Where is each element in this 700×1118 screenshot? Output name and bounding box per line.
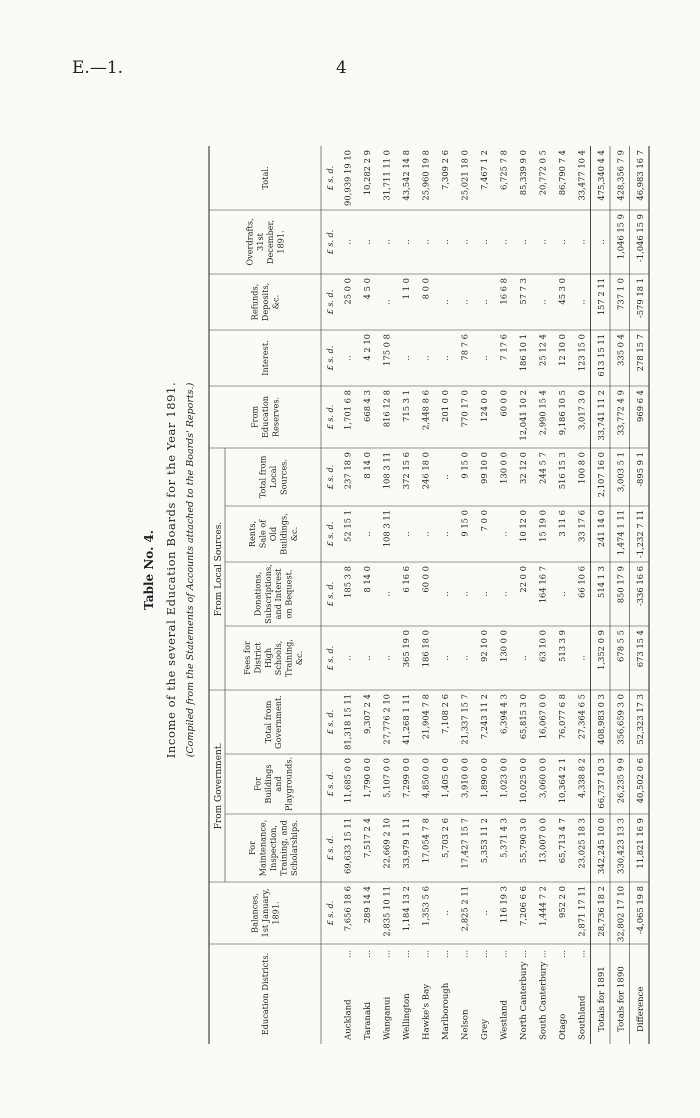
table-cell: 356,659 3 0 (615, 694, 626, 745)
table-cell: 130 0 0 (498, 630, 509, 662)
units-label: £ s. d. (326, 581, 335, 607)
table-cell: 7,656 18 6 (342, 886, 353, 932)
table-cell: 78 7 6 (459, 334, 470, 361)
table-cell: 1,046 15 9 (615, 214, 626, 260)
table-cell: 65,713 4 7 (556, 818, 567, 864)
table-cell: 335 0 4 (615, 334, 626, 366)
table-cell: .. (381, 299, 392, 305)
district-name: Totals for 1891 (596, 966, 607, 1032)
table-cell: 7 17 6 (498, 334, 509, 361)
table-cell: 69,633 15 11 (342, 818, 353, 874)
table-cell: .. (537, 239, 548, 245)
table-cell: 7,517 2 4 (361, 818, 372, 858)
table-cell: 55,790 3 0 (517, 818, 528, 864)
column-header: Education Districts. (260, 952, 270, 1036)
table-cell: 12,041 10 2 (517, 390, 528, 441)
table-cell: 10,364 2 1 (556, 758, 567, 804)
table-cell: .. (361, 531, 372, 537)
district-name: Wanganui (382, 996, 393, 1040)
column-header: Fees forDistrictHighSchools,Training,&c. (242, 639, 304, 677)
table-cell: .. (439, 474, 450, 480)
table-cell: .. (381, 655, 392, 661)
table-cell: .. (556, 239, 567, 245)
table-cell: 15 19 0 (537, 510, 548, 542)
column-header: Balances,1st January,1891. (249, 888, 281, 938)
table-cell: .. (517, 655, 528, 661)
table-cell: 514 1 3 (595, 566, 606, 598)
table-cell: -1,046 15 9 (634, 214, 645, 263)
table-cell: 1,023 0 0 (498, 758, 509, 798)
table-cell: 613 15 11 (595, 334, 606, 377)
table-cell: 123 15 0 (576, 334, 587, 372)
table-cell: 52,323 17 3 (634, 694, 645, 745)
leader-dots: ... (499, 950, 509, 958)
units-label: £ s. d. (326, 771, 335, 797)
district-name: Taranaki (362, 1001, 373, 1040)
table-cell: 32,802 17 10 (615, 886, 626, 942)
table-cell: 66 10 6 (576, 566, 587, 598)
table-cell: 4,850 0 0 (420, 758, 431, 798)
table-cell: 5,107 0 0 (381, 758, 392, 798)
table-cell: 372 15 6 (400, 452, 411, 490)
table-cell: 108 3 11 (381, 510, 392, 548)
table-cell: .. (498, 239, 509, 245)
table-cell: 816 12 8 (381, 390, 392, 428)
table-cell: 25,960 19 8 (420, 150, 431, 201)
table-cell: 10,025 0 0 (517, 758, 528, 804)
table-cell: 678 5 5 (615, 630, 626, 662)
table-cell: 1,352 0 9 (595, 630, 606, 670)
table-cell: 46,983 16 7 (634, 150, 645, 201)
table-cell: .. (478, 355, 489, 361)
table-cell: 201 0 0 (439, 390, 450, 422)
leader-dots: ... (557, 950, 567, 958)
table-cell: 737 1 0 (615, 278, 626, 310)
leader-dots: ... (362, 950, 372, 958)
table-cell: -336 16 6 (634, 566, 645, 607)
column-header: Rents,Sale ofOldBuildings,&c. (247, 513, 299, 555)
table-cell: 2,835 10 11 (381, 886, 392, 937)
district-name: Totals for 1890 (616, 966, 627, 1032)
table-cell: 475,340 4 4 (595, 150, 606, 201)
table-cell: .. (556, 591, 567, 597)
table-cell: 60 0 0 (498, 390, 509, 417)
leader-dots: ... (421, 950, 431, 958)
table-cell: 1,405 0 0 (439, 758, 450, 798)
leader-dots: ... (460, 950, 470, 958)
table-cell: 33,477 10 4 (576, 150, 587, 201)
table-cell: .. (478, 910, 489, 916)
table-cell: .. (420, 531, 431, 537)
district-name: Southland (577, 995, 588, 1040)
table-cell: 2,871 17 11 (576, 886, 587, 937)
table-cell: 26,235 9 9 (615, 758, 626, 804)
district-name: Difference (635, 986, 646, 1032)
table-cell: .. (342, 239, 353, 245)
column-header: Total fromLocalSources. (257, 455, 289, 499)
table-cell: 186 18 0 (420, 630, 431, 668)
table-cell: 1,474 1 11 (615, 510, 626, 556)
table-cell: .. (478, 299, 489, 305)
table-cell: 164 16 7 (537, 566, 548, 604)
table-cell: .. (576, 655, 587, 661)
table-cell: 2,448 8 6 (420, 390, 431, 430)
table-cell: .. (400, 531, 411, 537)
table-cell: 108 3 11 (381, 452, 392, 490)
table-cell: 1,701 6 8 (342, 390, 353, 430)
table-cell: 4 5 0 (361, 278, 372, 300)
table-cell: .. (439, 655, 450, 661)
district-name: Otago (557, 1013, 568, 1040)
table-cell: 7,467 1 2 (478, 150, 489, 190)
table-cell: 241 14 0 (595, 510, 606, 548)
column-header: Interest. (260, 340, 270, 376)
table-cell: 673 15 4 (634, 630, 645, 668)
district-name: Hawke's Bay (421, 983, 432, 1040)
column-header: Overdrafts,31stDecember,1891. (244, 218, 286, 266)
table-cell: 21,337 15 7 (459, 694, 470, 745)
leader-dots: ... (518, 950, 528, 958)
units-label: £ s. d. (326, 900, 335, 926)
table-cell: 99 10 0 (478, 452, 489, 484)
table-cell: 16,067 0 0 (537, 694, 548, 740)
page-number: 4 (336, 58, 347, 78)
table-cell: .. (537, 299, 548, 305)
table-cell: .. (439, 239, 450, 245)
table-cell: 237 18 9 (342, 452, 353, 490)
table-cell: 25,021 18 0 (459, 150, 470, 201)
table-cell: 9,307 2 4 (361, 694, 372, 734)
table-cell: 770 17 0 (459, 390, 470, 428)
units-label: £ s. d. (326, 345, 335, 371)
table-cell: 3,003 5 1 (615, 452, 626, 492)
table-cell: 7,299 0 0 (400, 758, 411, 798)
table-cell: 65,815 3 0 (517, 694, 528, 740)
column-header: Donations,Subscriptions,and Intereston Bequest. (252, 564, 294, 624)
table-cell: .. (498, 591, 509, 597)
group-header-government: From Government. (214, 742, 224, 830)
table-cell: 185 3 8 (342, 566, 353, 598)
units-label: £ s. d. (326, 404, 335, 430)
table-cell: .. (459, 591, 470, 597)
table-cell: 1,890 0 0 (478, 758, 489, 798)
table-cell: 100 8 0 (576, 452, 587, 484)
table-cell: 10 12 0 (517, 510, 528, 542)
table-cell: 76,077 6 8 (556, 694, 567, 740)
table-cell: 124 0 0 (478, 390, 489, 422)
table-cell: 7,309 2 6 (439, 150, 450, 190)
district-name: North Canterbury (518, 961, 529, 1040)
table-cell: 5,353 11 2 (478, 818, 489, 864)
table-cell: 57 7 3 (517, 278, 528, 305)
table-cell: .. (439, 355, 450, 361)
table-cell: 408,983 0 3 (595, 694, 606, 745)
district-name: South Canterbury (538, 961, 549, 1040)
table-cell: 12 10 0 (556, 334, 567, 366)
table-cell: 22 0 0 (517, 566, 528, 593)
table-cell: 41,268 1 11 (400, 694, 411, 745)
leader-dots: ... (577, 950, 587, 958)
leader-dots: ... (440, 950, 450, 958)
table-cell: 715 3 1 (400, 390, 411, 422)
table-cell: 10,282 2 9 (361, 150, 372, 196)
table-cell: 45 3 0 (556, 278, 567, 305)
table-cell: 16 6 8 (498, 278, 509, 305)
table-cell: 668 4 3 (361, 390, 372, 422)
table-cell: 2,990 15 4 (537, 390, 548, 436)
table-cell: 428,356 7 9 (615, 150, 626, 201)
table-cell: 33 17 6 (576, 510, 587, 542)
district-name: Wellington (401, 993, 412, 1040)
table-cell: 513 3 9 (556, 630, 567, 662)
table-cell: .. (478, 591, 489, 597)
table-cell: 32 12 0 (517, 452, 528, 484)
table-cell: .. (459, 299, 470, 305)
units-label: £ s. d. (326, 229, 335, 255)
table-cell: 952 2 0 (556, 886, 567, 918)
table-cell: 365 19 0 (400, 630, 411, 668)
column-header: Total. (260, 166, 270, 190)
table-cell: 7,108 2 6 (439, 694, 450, 734)
table-cell: 6,725 7 8 (498, 150, 509, 190)
table-cell: 3 11 6 (556, 510, 567, 537)
table-cell: 7,243 11 2 (478, 694, 489, 740)
table-cell: 1 1 0 (400, 278, 411, 300)
page-ref: E.—1. (72, 58, 124, 78)
units-label: £ s. d. (326, 464, 335, 490)
table-cell: 3,017 3 0 (576, 390, 587, 430)
district-name: Nelson (460, 1009, 471, 1040)
table-cell: 3,060 0 0 (537, 758, 548, 798)
table-cell: 278 15 7 (634, 334, 645, 372)
table-cell: 1,444 7 2 (537, 886, 548, 926)
table-cell: 116 19 3 (498, 886, 509, 924)
table-cell: 130 0 0 (498, 452, 509, 484)
table-cell: 516 15 3 (556, 452, 567, 490)
units-label: £ s. d. (326, 709, 335, 735)
table-cell: 4 2 10 (361, 334, 372, 361)
table-cell: 13,007 0 0 (537, 818, 548, 864)
leader-dots: ... (479, 950, 489, 958)
table-cell: .. (439, 299, 450, 305)
district-name: Auckland (343, 999, 354, 1040)
column-header: FromEducationReserves. (249, 395, 281, 439)
district-name: Grey (479, 1019, 490, 1040)
table-cell: 342,245 10 0 (595, 818, 606, 874)
table-cell: 21,904 7 8 (420, 694, 431, 740)
table-cell: .. (459, 655, 470, 661)
units-label: £ s. d. (326, 645, 335, 671)
table-cell: 27,364 6 5 (576, 694, 587, 740)
table-cell: 2,107 16 0 (595, 452, 606, 498)
units-label: £ s. d. (326, 165, 335, 191)
table-cell: 246 18 0 (420, 452, 431, 490)
table-cell: 33,772 4 9 (615, 390, 626, 436)
table-cell: 2,825 2 11 (459, 886, 470, 932)
table-cell: .. (342, 655, 353, 661)
table-cell: 31,711 11 0 (381, 150, 392, 201)
table-cell: 175 0 8 (381, 334, 392, 366)
table-cell: .. (342, 355, 353, 361)
table-cell: 6,394 4 3 (498, 694, 509, 734)
table-cell: -4,065 19 8 (634, 886, 645, 935)
leader-dots: ... (343, 950, 353, 958)
table-cell: 52 15 1 (342, 510, 353, 542)
table-cell: .. (595, 239, 606, 245)
district-name: Marlborough (440, 982, 451, 1040)
table-cell: 5,703 2 6 (439, 818, 450, 858)
table-cell: 81,318 15 11 (342, 694, 353, 750)
table-cell: .. (439, 531, 450, 537)
table-cell: .. (478, 239, 489, 245)
table-cell: .. (420, 355, 431, 361)
table-cell: 244 5 7 (537, 452, 548, 484)
table-cell: .. (439, 591, 450, 597)
table-cell: 969 6 4 (634, 390, 645, 422)
table-cell: 43,542 14 8 (400, 150, 411, 201)
table-cell: 22,669 2 10 (381, 818, 392, 869)
column-header: ForMaintenance,Inspection,Training, andScholarships. (247, 819, 299, 877)
table-cell: -895 9 1 (634, 452, 645, 487)
table-cell: -1,232 7 11 (634, 510, 645, 559)
column-header: ForBuildingsandPlaygrounds. (252, 756, 294, 812)
units-label: £ s. d. (326, 835, 335, 861)
table-cell: 33,979 1 11 (400, 818, 411, 869)
table-cell: 3,910 0 0 (459, 758, 470, 798)
table-cell: 40,502 0 6 (634, 758, 645, 804)
table-title: Income of the several Education Boards for the Year 1891. (164, 381, 178, 759)
leader-dots: ... (538, 950, 548, 958)
table-cell: 7,206 6 6 (517, 886, 528, 926)
table-number: Table No. 4. (142, 530, 156, 610)
table-cell: 850 17 9 (615, 566, 626, 604)
table-cell: 66,737 10 3 (595, 758, 606, 809)
table-cell: 23,025 18 3 (576, 818, 587, 869)
table-cell: 8 14 0 (361, 452, 372, 479)
table-cell: .. (576, 299, 587, 305)
table-cell: .. (361, 239, 372, 245)
table-root (142, 146, 649, 1044)
district-name: Westland (499, 1000, 510, 1040)
table-cell: 63 10 0 (537, 630, 548, 662)
table-cell: 25 12 4 (537, 334, 548, 366)
table-cell: .. (361, 655, 372, 661)
table-cell: 17,427 15 7 (459, 818, 470, 869)
table-cell: .. (381, 239, 392, 245)
table-cell: 1,790 0 0 (361, 758, 372, 798)
table-cell: 25 0 0 (342, 278, 353, 305)
table-cell: 8 14 0 (361, 566, 372, 593)
leader-dots: ... (401, 950, 411, 958)
table-cell: 33,741 11 2 (595, 390, 606, 441)
table-cell: 9 15 0 (459, 510, 470, 537)
table-cell: 9,186 10 5 (556, 390, 567, 436)
table-cell: .. (381, 591, 392, 597)
table-cell: 85,339 9 0 (517, 150, 528, 196)
table-cell: .. (420, 239, 431, 245)
table-cell: 20,772 0 5 (537, 150, 548, 196)
table-subtitle: (Compiled from the Statements of Accounts attached to the Boards' Reports.) (185, 382, 196, 758)
table-cell: .. (498, 531, 509, 537)
table-cell: 28,736 18 2 (595, 886, 606, 937)
leader-dots: ... (382, 950, 392, 958)
table-cell: 60 0 0 (420, 566, 431, 593)
table-cell: 4,338 8 2 (576, 758, 587, 798)
table-cell: 157 2 11 (595, 278, 606, 316)
units-label: £ s. d. (326, 521, 335, 547)
table-cell: 6 16 6 (400, 566, 411, 593)
column-header: Total fromGovernment. (262, 695, 284, 749)
table-cell: 8 0 0 (420, 278, 431, 300)
table-cell: 11,685 0 0 (342, 758, 353, 804)
table-cell: .. (400, 239, 411, 245)
table-cell: 1,184 13 2 (400, 886, 411, 932)
table-cell: 11,821 16 9 (634, 818, 645, 869)
table-cell: 5,371 4 3 (498, 818, 509, 858)
table-cell: .. (459, 239, 470, 245)
table-cell: 90,939 19 10 (342, 150, 353, 206)
table-cell: -579 18 1 (634, 278, 645, 319)
table-cell: .. (576, 239, 587, 245)
table-cell: 1,353 5 6 (420, 886, 431, 926)
table-cell: 92 10 0 (478, 630, 489, 662)
units-label: £ s. d. (326, 289, 335, 315)
table-cell: 86,790 7 4 (556, 150, 567, 196)
table-cell: 330,423 13 3 (615, 818, 626, 874)
table-cell: 9 15 0 (459, 452, 470, 479)
table-cell: 7 0 0 (478, 510, 489, 532)
group-header-local: From Local Sources. (214, 521, 224, 617)
table-cell: 17,054 7 8 (420, 818, 431, 864)
table-cell: .. (439, 910, 450, 916)
column-header: Refunds,Deposits,&c. (249, 282, 281, 322)
table-cell: .. (400, 355, 411, 361)
table-cell: 289 14 4 (361, 886, 372, 924)
table-cell: 27,776 2 10 (381, 694, 392, 745)
table-cell: .. (517, 239, 528, 245)
table-cell: 186 10 1 (517, 334, 528, 372)
